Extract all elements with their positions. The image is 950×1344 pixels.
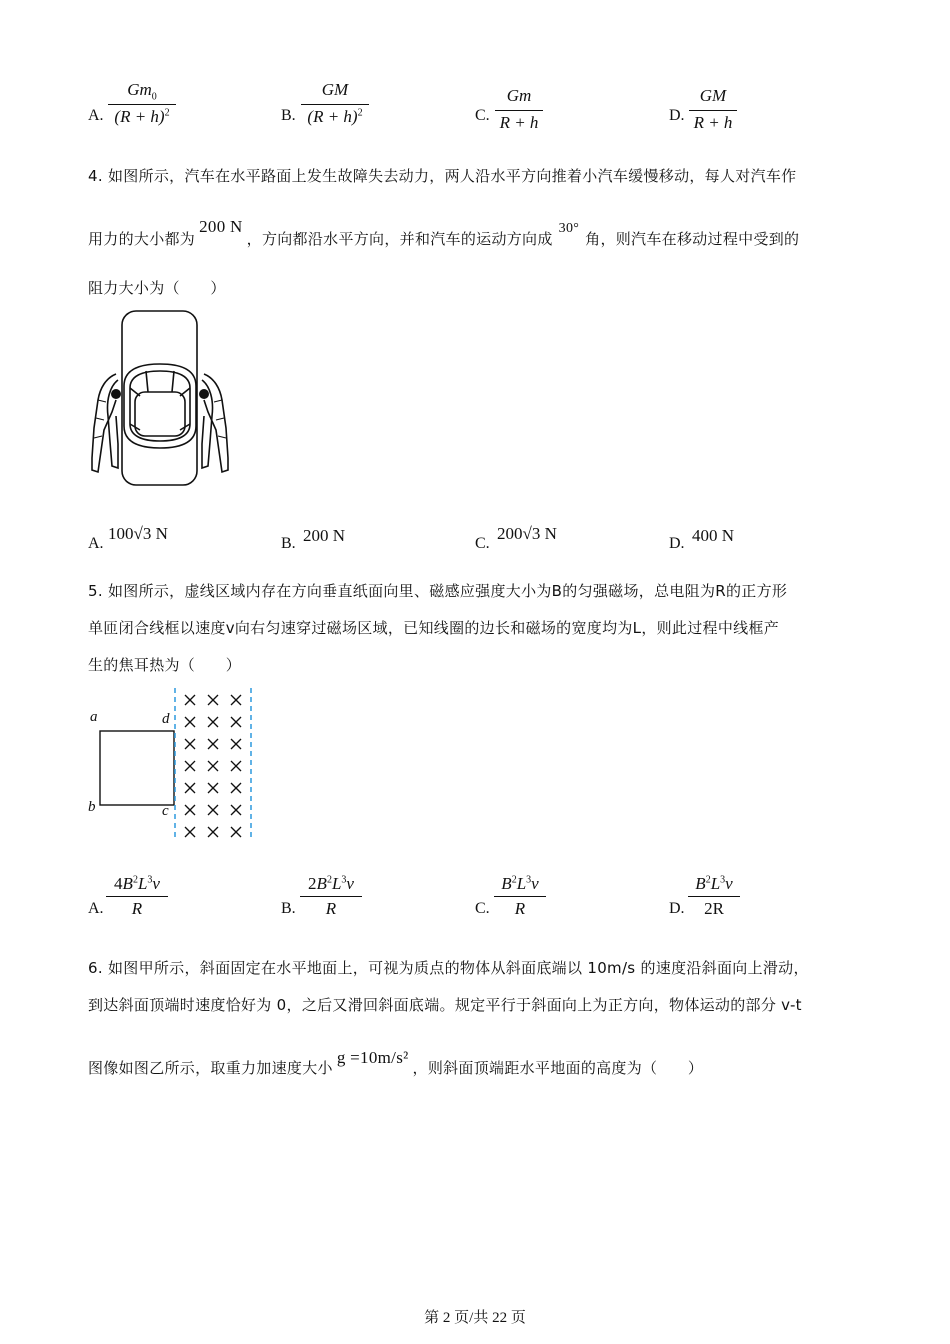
q4-text-line1: 4. 如图所示，汽车在水平路面上发生故障失去动力，两人沿水平方向推着小汽车缓慢移动，每人对汽车作 [88, 167, 797, 185]
square-coil [100, 731, 174, 805]
q3-option-c-label: C. [475, 107, 490, 124]
q5-option-c-label: C. [475, 900, 490, 917]
car-body [122, 311, 197, 485]
field-crosses [185, 695, 241, 837]
q5-option-a-fraction: $4B^2L^3v$ R [106, 874, 168, 919]
q5-option-b-label: B. [281, 900, 296, 917]
corner-d-label: d [162, 711, 170, 727]
q4-text-line2: 用力的大小都为200 N，方向都沿水平方向，并和汽车的运动方向成30°角，则汽车在移动过程中受到的 [88, 217, 800, 248]
q4-car-figure [86, 308, 236, 488]
q5-text-line3: 生的焦耳热为（ ） [88, 656, 242, 674]
corner-a-label: a [90, 709, 98, 725]
q6-gravity-value: g =10m/s² [336, 1048, 409, 1067]
page-footer: 第 2 页/共 22 页 [424, 1310, 526, 1326]
q5-option-d-fraction: $B^2L^3v$ 2R [688, 874, 740, 919]
q5-option-d-label: D. [669, 900, 685, 917]
q4-option-b-label: B. [281, 535, 296, 552]
q5-text-line1: 5. 如图所示，虚线区域内存在方向垂直纸面向里、磁感应强度大小为B的匀强磁场，总电阻为R的正方形 [88, 582, 788, 600]
q6-text-line1: 6. 如图甲所示，斜面固定在水平地面上，可视为质点的物体从斜面底端以 10m/s 的速度沿斜面向上滑动， [88, 959, 809, 977]
q4-angle-value: 30° [558, 221, 580, 236]
q3-option-d-fraction: GM R + h [689, 86, 737, 133]
q3-option-d-label: D. [669, 107, 685, 124]
q3-option-c-fraction: Gm R + h [495, 86, 543, 133]
q6-text-line2: 到达斜面顶端时速度恰好为 0，之后又滑回斜面底端。规定平行于斜面向上为正方向，物体运动的部分 v-t [88, 996, 802, 1014]
q6-text-line3: 图像如图乙所示，取重力加速度大小g =10m/s²，则斜面顶端距水平地面的高度为（ ） [88, 1048, 704, 1077]
q4-option-a-label: A. [88, 535, 104, 552]
q5-option-b-fraction: $2B^2L^3v$ R [300, 874, 362, 919]
q4-option-b-value: 200 N [303, 526, 346, 545]
q4-option-c-label: C. [475, 535, 490, 552]
q4-option-a-value: 100√3 N [108, 524, 168, 543]
q5-option-a-label: A. [88, 900, 104, 917]
q4-option-d-value: 400 N [692, 526, 735, 545]
q3-option-b-label: B. [281, 107, 296, 124]
q3-option-a-label: A. [88, 107, 104, 124]
q4-option-d-label: D. [669, 535, 685, 552]
corner-b-label: b [88, 799, 96, 815]
q4-force-value: 200 N [199, 217, 243, 236]
q4-option-c-value: 200√3 N [497, 524, 557, 543]
q5-option-c-fraction: $B^2L^3v$ R [494, 874, 546, 919]
q5-field-figure [86, 686, 266, 842]
q5-text-line2: 单匝闭合线框以速度v向右匀速穿过磁场区域，已知线圈的边长和磁场的宽度均为L，则此过程中线框产 [88, 619, 780, 637]
corner-c-label: c [162, 803, 169, 819]
q3-option-a-fraction: $Gm_0$ $(R + h)^2$ [108, 80, 176, 127]
q3-option-b-fraction: GM $(R + h)^2$ [301, 80, 369, 127]
q4-text-line3: 阻力大小为（ ） [88, 279, 226, 297]
